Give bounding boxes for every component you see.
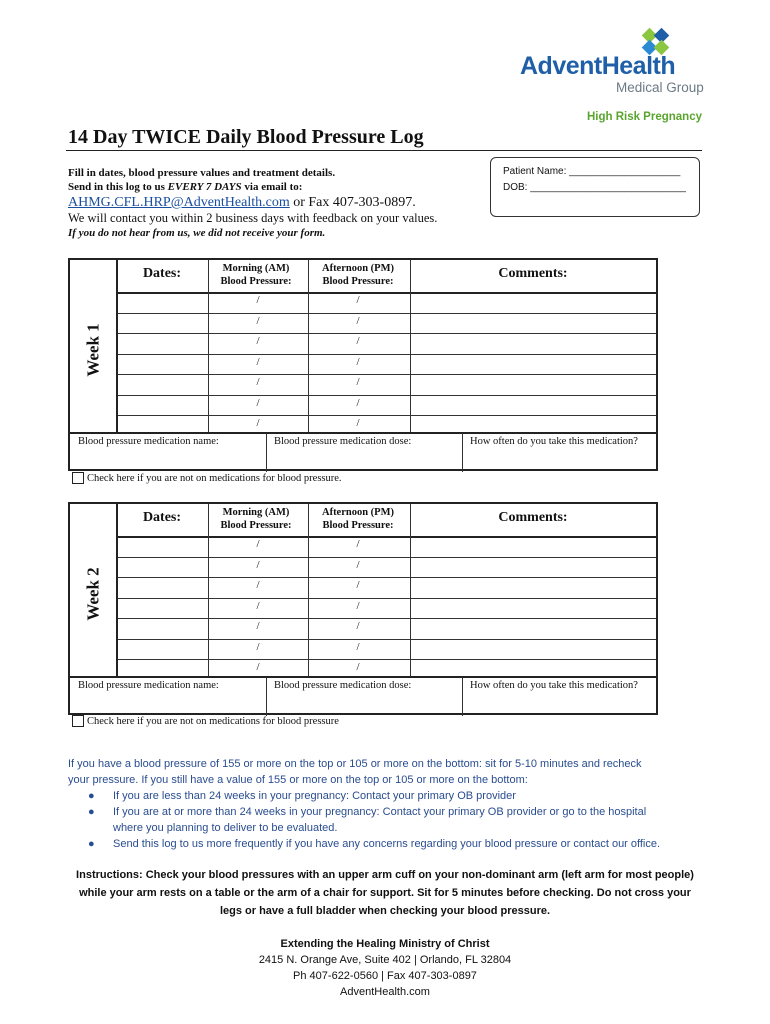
pm-slash[interactable]: / — [356, 294, 360, 306]
week-label-text: Week 2 — [84, 567, 104, 621]
row-divider — [118, 374, 656, 375]
tagline: High Risk Pregnancy — [586, 111, 702, 123]
row-divider — [118, 659, 656, 660]
week-label — [70, 504, 118, 684]
header-am — [208, 260, 304, 292]
row-divider — [118, 354, 656, 355]
instructions — [70, 866, 700, 920]
intro-line-2-post: via email to: — [241, 181, 303, 193]
footer-address: 2415 N. Orange Ave, Suite 402 | Orlando, FL 32804 — [258, 954, 512, 966]
am-slash[interactable]: / — [256, 559, 260, 571]
intro-line-4: We will contact you within 2 business days with feedback on your values. — [68, 211, 438, 225]
instructions-line-2: while your arm rests on a table or the arm of a chair for support. Sit for 5 minutes before checking. Do not cross your — [79, 887, 691, 899]
bullet-icon: ● — [88, 838, 95, 850]
pm-slash[interactable]: / — [356, 641, 360, 653]
column-divider — [308, 260, 309, 432]
intro-line-2-em: EVERY 7 DAYS — [167, 181, 242, 193]
not-on-medication-check[interactable] — [72, 472, 342, 484]
advice-item-text: If you are less than 24 weeks in your pregnancy: Contact your primary OB provider — [113, 790, 516, 802]
am-slash[interactable]: / — [256, 661, 260, 673]
row-divider — [118, 333, 656, 334]
intro-line-3 — [68, 196, 437, 210]
pm-slash[interactable]: / — [356, 538, 360, 550]
header-dates: Dates: — [142, 266, 182, 281]
advice-p2: your pressure. If you still have a value of 155 or more on the top or 105 or more on the bottom: — [68, 774, 528, 786]
am-slash[interactable]: / — [256, 376, 260, 388]
advice-item — [88, 836, 708, 852]
am-slash[interactable]: / — [256, 397, 260, 409]
intro-text — [68, 166, 437, 240]
header-pm — [308, 260, 408, 292]
fax-text: or Fax 407-303-0897. — [289, 195, 416, 210]
row-divider — [118, 577, 656, 578]
medication-frequency-field[interactable]: How often do you take this medication? — [470, 436, 638, 447]
header-am — [208, 504, 304, 536]
header-comments: Comments: — [498, 266, 568, 281]
pm-slash[interactable]: / — [356, 376, 360, 388]
advice-list — [68, 788, 708, 852]
patient-info-box — [490, 157, 700, 217]
pm-slash[interactable]: / — [356, 335, 360, 347]
medication-name-field[interactable]: Blood pressure medication name: — [78, 436, 219, 447]
footer-web[interactable]: AdventHealth.com — [340, 986, 430, 998]
pm-slash[interactable]: / — [356, 417, 360, 429]
advice-item-text: Send this log to us more frequently if you have any concerns regarding your blood pressure or contact our office. — [113, 838, 661, 850]
footer-phone: Ph 407-622-0560 | Fax 407-303-0897 — [293, 970, 477, 982]
column-divider — [308, 504, 309, 676]
pm-slash[interactable]: / — [356, 397, 360, 409]
intro-line-2-pre: Send in this log to us — [68, 181, 168, 193]
pm-slash[interactable]: / — [356, 620, 360, 632]
advice-p1: If you have a blood pressure of 155 or more on the top or 105 or more on the bottom: sit for 5-10 minutes and recheck — [68, 758, 642, 770]
checkbox-label: Check here if you are not on medications for blood pressure — [87, 715, 339, 727]
patient-name-field[interactable]: Patient Name: ____________________ — [503, 166, 681, 177]
pm-slash[interactable]: / — [356, 356, 360, 368]
medication-row — [70, 432, 656, 472]
am-slash[interactable]: / — [256, 620, 260, 632]
week-label-text: Week 1 — [84, 323, 104, 377]
am-slash[interactable]: / — [256, 579, 260, 591]
medication-dose-field[interactable]: Blood pressure medication dose: — [274, 436, 412, 447]
table-header — [118, 504, 656, 538]
pm-slash[interactable]: / — [356, 315, 360, 327]
pm-slash[interactable]: / — [356, 579, 360, 591]
am-slash[interactable]: / — [256, 335, 260, 347]
bullet-icon: ● — [88, 790, 95, 802]
email-link[interactable]: AHMG.CFL.HRP@AdventHealth.com — [68, 195, 290, 210]
table-header — [118, 260, 656, 294]
instructions-line-3: legs or have a full bladder when checking your blood pressure. — [219, 905, 551, 917]
medication-row — [70, 676, 656, 716]
column-divider — [410, 504, 411, 676]
medication-dose-field[interactable]: Blood pressure medication dose: — [274, 680, 412, 691]
intro-line-1: Fill in dates, blood pressure values and treatment details. — [68, 167, 336, 179]
header-pm-line1: Afternoon (PM) — [321, 263, 395, 274]
week-2-table — [68, 502, 658, 715]
am-slash[interactable]: / — [256, 641, 260, 653]
header-pm-line2: Blood Pressure: — [322, 276, 394, 287]
row-divider — [118, 313, 656, 314]
row-divider — [118, 557, 656, 558]
instructions-line-1: Instructions: Check your blood pressures with an upper arm cuff on your non-dominant arm (left arm for most people) — [76, 869, 694, 881]
header-dates: Dates: — [142, 510, 182, 525]
header-am-line2: Blood Pressure: — [220, 276, 292, 287]
week-label — [70, 260, 118, 440]
header-am-line1: Morning (AM) — [222, 263, 290, 274]
row-divider — [118, 618, 656, 619]
row-divider — [118, 415, 656, 416]
header-pm — [308, 504, 408, 536]
footer — [0, 936, 770, 1000]
medication-name-field[interactable]: Blood pressure medication name: — [78, 680, 219, 691]
logo-mark-icon — [640, 26, 670, 54]
advice-item-text: If you are at or more than 24 weeks in your pregnancy: Contact your primary OB provider or go to the hospital — [113, 806, 647, 818]
header-am-line1: Morning (AM) — [222, 507, 290, 518]
header-pm-line2: Blood Pressure: — [322, 520, 394, 531]
pm-slash[interactable]: / — [356, 661, 360, 673]
week-1-table — [68, 258, 658, 471]
am-slash[interactable]: / — [256, 538, 260, 550]
column-divider — [208, 260, 209, 432]
row-divider — [118, 395, 656, 396]
am-slash[interactable]: / — [256, 600, 260, 612]
bullet-icon: ● — [88, 806, 95, 818]
header-comments: Comments: — [498, 510, 568, 525]
advice-section — [68, 756, 708, 852]
advice-item-text-cont: where you planning to deliver to be evaluated. — [113, 822, 338, 834]
dob-field[interactable]: DOB: ____________________________ — [503, 182, 686, 193]
am-slash[interactable]: / — [256, 315, 260, 327]
pm-slash[interactable]: / — [356, 559, 360, 571]
adventhealth-logo — [520, 26, 710, 96]
title-divider — [66, 150, 702, 151]
advice-item — [88, 788, 708, 804]
header-am-line2: Blood Pressure: — [220, 520, 292, 531]
checkbox[interactable] — [72, 472, 84, 484]
medication-frequency-field[interactable]: How often do you take this medication? — [470, 680, 638, 691]
page-title: 14 Day TWICE Daily Blood Pressure Log — [68, 126, 424, 148]
pm-slash[interactable]: / — [356, 600, 360, 612]
footer-mission: Extending the Healing Ministry of Christ — [280, 938, 490, 950]
am-slash[interactable]: / — [256, 294, 260, 306]
logo-subtitle: Medical Group — [616, 80, 704, 95]
header-pm-line1: Afternoon (PM) — [321, 507, 395, 518]
am-slash[interactable]: / — [256, 356, 260, 368]
intro-line-5: If you do not hear from us, we did not receive your form. — [68, 227, 326, 239]
intro-line-2 — [68, 180, 437, 194]
checkbox-label: Check here if you are not on medications for blood pressure. — [87, 472, 342, 484]
column-divider — [208, 504, 209, 676]
row-divider — [118, 639, 656, 640]
checkbox[interactable] — [72, 715, 84, 727]
column-divider — [410, 260, 411, 432]
not-on-medication-check[interactable] — [72, 715, 339, 727]
advice-item — [88, 804, 708, 836]
logo-name: AdventHealth — [520, 52, 676, 80]
am-slash[interactable]: / — [256, 417, 260, 429]
row-divider — [118, 598, 656, 599]
